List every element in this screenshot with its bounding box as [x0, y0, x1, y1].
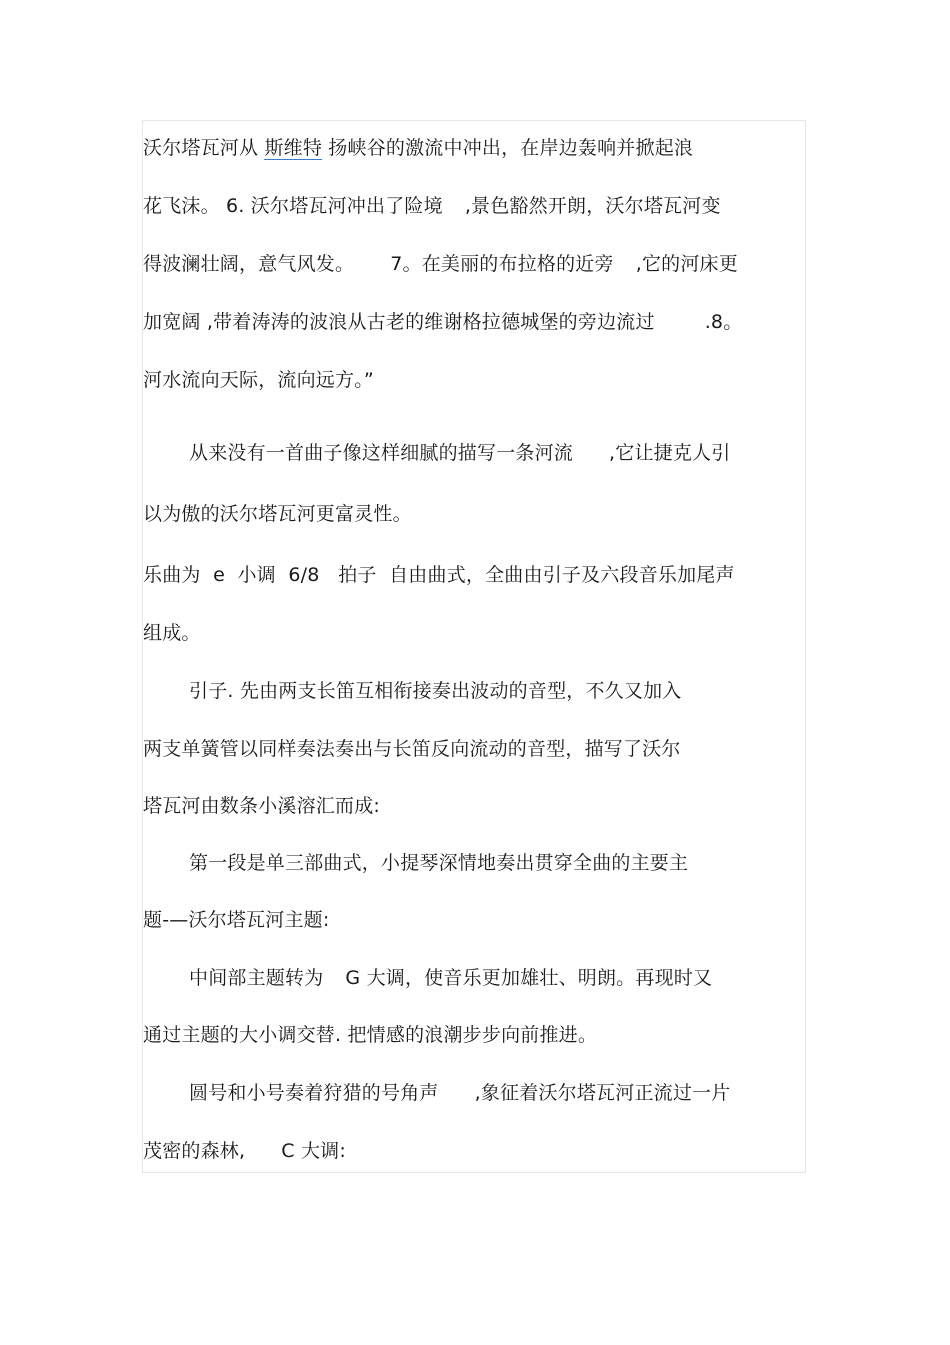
text-segment: 扬峡谷的激流中冲出，在岸边轰响并掀起浪	[322, 137, 694, 159]
text-segment: 从来没有一首曲子像这样细腻的描写一条河流	[189, 442, 574, 464]
text-segment: C 大调:	[281, 1140, 346, 1162]
text-segment: 7。在美丽的布拉格的近旁	[390, 253, 614, 275]
text-segment: 两支单簧管以同样奏法奏出与长笛反向流动的音型，描写了沃尔	[143, 738, 681, 760]
text-line-2	[143, 194, 721, 218]
text-line-16	[143, 1023, 597, 1047]
text-line-9	[143, 621, 201, 645]
text-line-3	[143, 252, 738, 276]
text-line-7	[143, 502, 412, 526]
text-segment: ,象征着沃尔塔瓦河正流过一片	[474, 1082, 731, 1104]
text-line-6	[189, 441, 730, 465]
text-segment: ,它的河床更	[635, 253, 738, 275]
text-segment: 沃尔塔瓦河从	[143, 137, 265, 159]
text-line-17	[189, 1081, 730, 1105]
text-line-12	[143, 794, 380, 818]
text-segment: 通过主题的大小调交替. 把情感的浪潮步步向前推进。	[143, 1024, 598, 1046]
text-segment: 乐曲为 e 小调 6/8 拍子 自由曲式，全曲由引子及六段音乐加尾声	[143, 564, 735, 586]
text-line-11	[143, 737, 681, 761]
text-segment: 圆号和小号奏着狩猎的号角声	[189, 1082, 439, 1104]
text-segment: 河水流向天际，流向远方。”	[143, 369, 374, 391]
text-segment: 组成。	[143, 622, 201, 644]
text-segment: ,它让捷克人引	[609, 442, 731, 464]
text-segment: ,景色豁然开朗，沃尔塔瓦河变	[464, 195, 721, 217]
text-line-5	[143, 368, 374, 392]
page-frame	[142, 120, 806, 1173]
text-segment: 以为傲的沃尔塔瓦河更富灵性。	[143, 503, 412, 525]
text-segment: 塔瓦河由数条小溪溶汇而成:	[143, 795, 381, 817]
text-line-1	[143, 136, 693, 160]
text-segment: 第一段是单三部曲式，小提琴深情地奏出贯穿全曲的主要主	[189, 852, 689, 874]
text-segment: 得波澜壮阔，意气风发。	[143, 253, 355, 275]
text-segment: 加宽阔 ,带着涛涛的波浪从古老的维谢格拉德城堡的旁边流过	[143, 311, 655, 333]
text-segment: 引子. 先由两支长笛互相衔接奏出波动的音型，不久又加入	[189, 680, 682, 702]
text-line-4	[143, 310, 742, 334]
text-segment: 题-—沃尔塔瓦河主题:	[143, 909, 330, 931]
text-line-14	[143, 908, 329, 932]
underlined-term[interactable]: 斯维特	[264, 137, 323, 159]
text-segment: G 大调，使音乐更加雄壮、明朗。再现时又	[345, 967, 713, 989]
text-line-8	[143, 563, 735, 587]
text-segment: 中间部主题转为	[189, 967, 324, 989]
text-segment: 花飞沫。 6. 沃尔塔瓦河冲出了险境	[143, 195, 443, 217]
text-line-15	[189, 966, 712, 990]
text-line-10	[189, 679, 681, 703]
text-line-18	[143, 1139, 346, 1163]
text-segment: .8。	[704, 311, 743, 333]
text-line-13	[189, 851, 688, 875]
text-segment: 茂密的森林,	[143, 1140, 246, 1162]
